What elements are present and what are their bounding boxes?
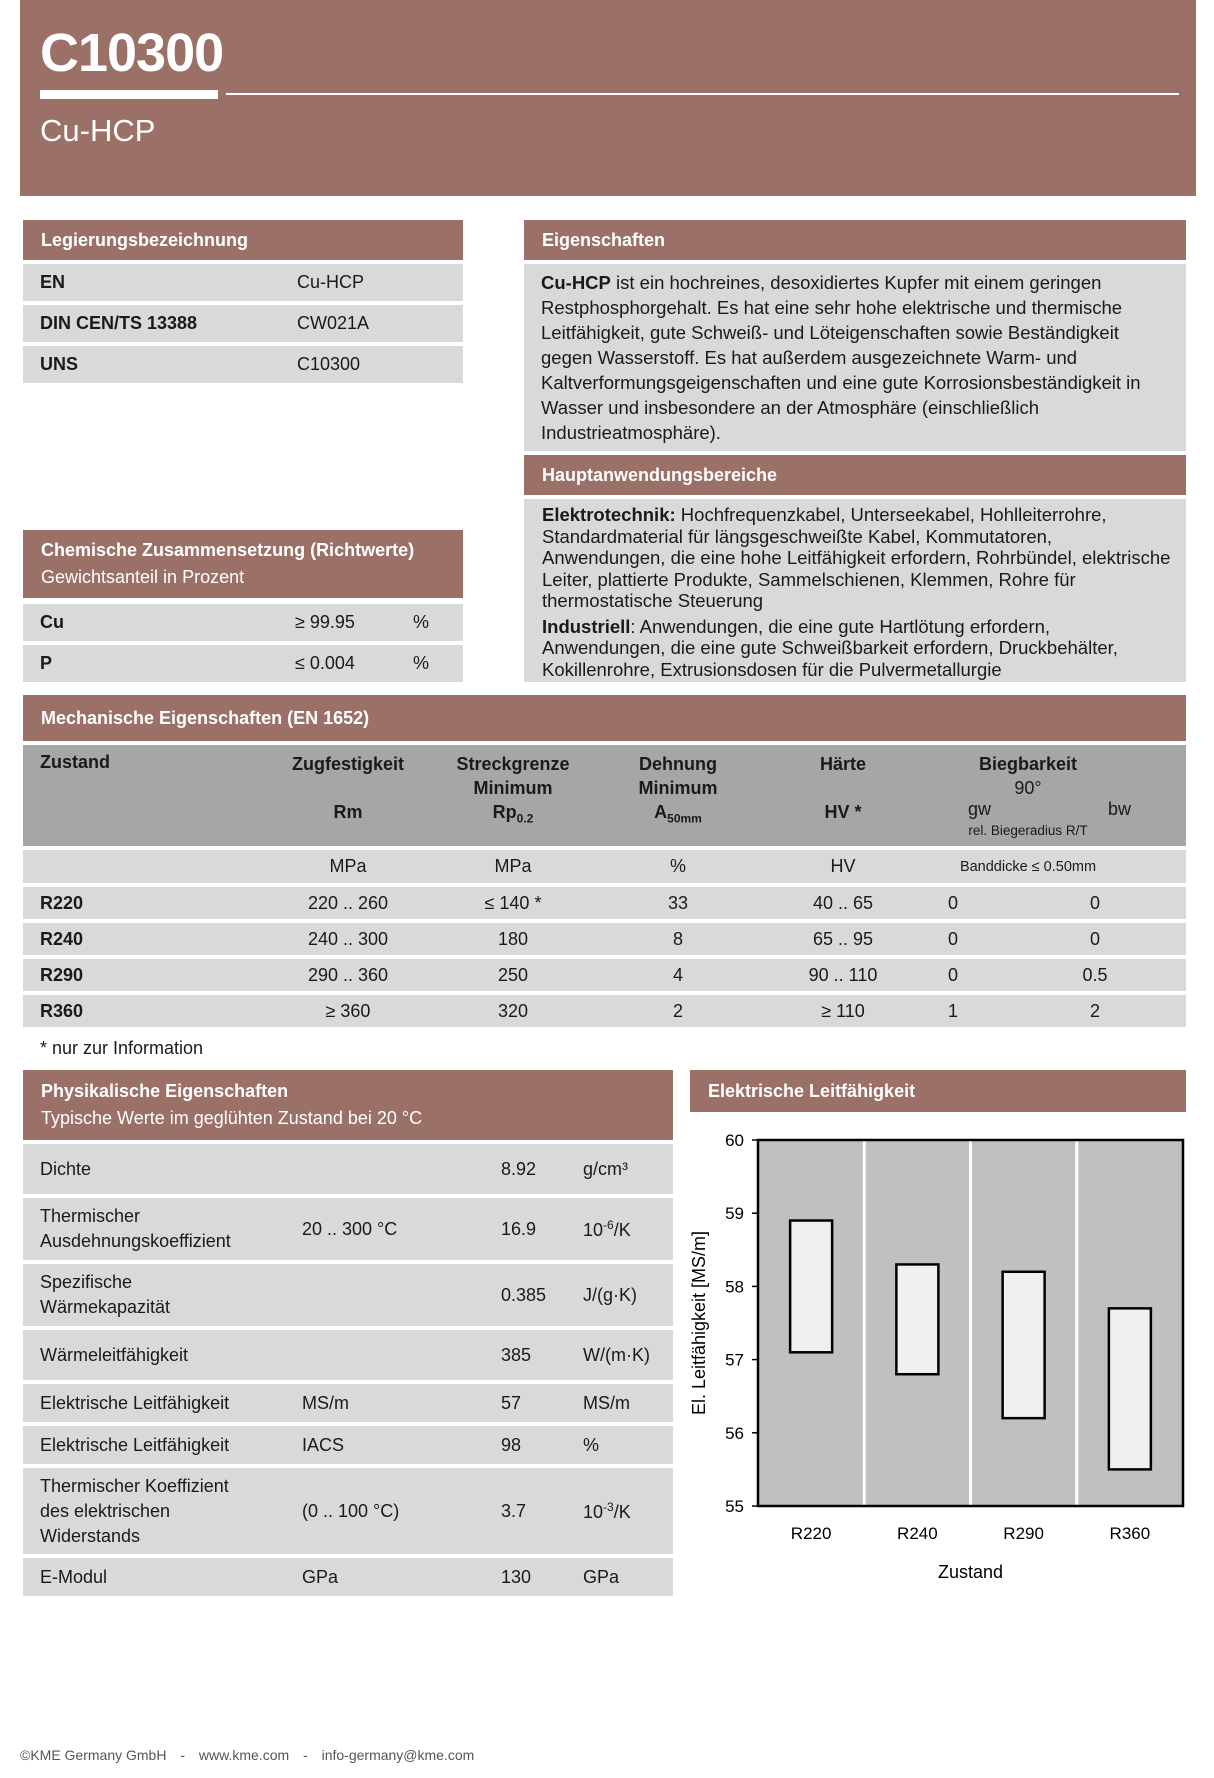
page-title: C10300 xyxy=(40,23,224,83)
physical-value: 57 xyxy=(501,1392,522,1413)
application-item xyxy=(542,504,1172,612)
chemical-value: ≤ 0.004 xyxy=(295,653,355,673)
physical-condition: GPa xyxy=(302,1566,339,1587)
col-streck-minimum: Minimum xyxy=(473,778,553,798)
mechanical-table-header xyxy=(23,745,1186,846)
chemical-element: Cu xyxy=(40,612,64,632)
y-tick-label: 58 xyxy=(725,1277,744,1297)
conductivity-chart xyxy=(685,1120,1190,1600)
footer-company: ©KME Germany GmbH xyxy=(20,1747,167,1763)
physical-unit-base: % xyxy=(583,1434,600,1455)
physical-heading-text: Physikalische Eigenschaften xyxy=(41,1081,289,1101)
physical-row xyxy=(23,1468,673,1554)
title-underline xyxy=(40,90,218,99)
physical-label-line: Dichte xyxy=(40,1158,92,1179)
physical-label-line: Ausdehnungskoeffizient xyxy=(40,1231,231,1251)
col-haerte-symbol: HV * xyxy=(824,802,862,822)
col-biege-note: rel. Biegeradius R/T xyxy=(968,823,1088,838)
chemical-value: ≥ 99.95 xyxy=(295,612,355,632)
chemical-element: P xyxy=(40,653,53,673)
footer-web-link[interactable]: www.kme.com xyxy=(198,1747,290,1763)
row-dehn: 8 xyxy=(672,928,683,949)
row-gw: 0 xyxy=(947,928,958,949)
row-zug: 220 .. 260 xyxy=(307,892,389,913)
physical-label-line: Wärmekapazität xyxy=(40,1297,171,1317)
row-zustand: R360 xyxy=(40,1000,84,1021)
physical-label-line: Wärmeleitfähigkeit xyxy=(40,1344,189,1365)
designation-value: Cu-HCP xyxy=(297,272,365,292)
col-dehn-symbol: A xyxy=(654,802,668,822)
physical-label-line: Widerstands xyxy=(40,1525,141,1546)
row-haerte: 40 .. 65 xyxy=(812,892,874,913)
physical-label xyxy=(40,1157,91,1182)
physical-condition: (0 .. 100 °C) xyxy=(302,1500,400,1521)
mechanical-units-row xyxy=(23,850,1186,883)
physical-unit-base: J/(g·K) xyxy=(583,1284,637,1305)
designation-value: CW021A xyxy=(297,313,370,333)
physical-label xyxy=(40,1474,229,1549)
physical-unit-base: MS/m xyxy=(583,1392,630,1413)
physical-label xyxy=(40,1565,107,1590)
physical-row xyxy=(23,1198,673,1260)
mechanical-heading xyxy=(23,695,1186,741)
page-subtitle: Cu-HCP xyxy=(40,113,156,148)
physical-row xyxy=(23,1426,673,1464)
col-zug-label: Zugfestigkeit xyxy=(291,754,404,774)
physical-unit xyxy=(583,1567,619,1588)
row-dehn: 4 xyxy=(672,964,683,985)
properties-lead: Cu-HCP xyxy=(541,272,611,293)
unit-streck: MPa xyxy=(494,856,532,876)
applications-heading xyxy=(524,455,1186,495)
x-tick-label: R220 xyxy=(790,1524,832,1543)
physical-value: 385 xyxy=(501,1344,532,1365)
designation-heading xyxy=(23,220,463,260)
physical-label-line: Elektrische Leitfähigkeit xyxy=(40,1392,230,1413)
designation-label: DIN CEN/TS 13388 xyxy=(40,313,198,333)
col-biege-angle: 90° xyxy=(1014,778,1042,798)
application-lead: Industriell xyxy=(542,615,631,637)
x-tick-label: R240 xyxy=(897,1524,938,1543)
col-biegbarkeit xyxy=(903,752,1153,800)
row-bw: 0 xyxy=(1089,892,1100,913)
chemical-row xyxy=(23,604,463,641)
col-biege-label: Biegbarkeit xyxy=(978,754,1078,774)
physical-unit xyxy=(583,1393,630,1414)
row-haerte: 90 .. 110 xyxy=(808,964,878,985)
physical-unit xyxy=(583,1345,650,1366)
chemical-unit: % xyxy=(413,612,430,632)
row-gw: 0 xyxy=(947,964,958,985)
range-bar-r360 xyxy=(1109,1308,1151,1469)
footer xyxy=(20,1747,474,1763)
unit-zug: MPa xyxy=(329,856,367,876)
row-bw: 0 xyxy=(1089,928,1100,949)
designation-row xyxy=(23,305,463,342)
footer-separator: - xyxy=(180,1747,186,1763)
row-streck: 250 xyxy=(497,964,529,985)
designation-value: C10300 xyxy=(297,354,361,374)
row-gw: 0 xyxy=(947,892,958,913)
mechanical-row xyxy=(23,995,1186,1027)
mechanical-row xyxy=(23,959,1186,991)
chemical-heading xyxy=(23,530,463,598)
col-dehn-minimum: Minimum xyxy=(638,778,718,798)
col-zustand: Zustand xyxy=(40,752,110,772)
col-zug-symbol: Rm xyxy=(333,802,363,822)
applications-heading-text: Hauptanwendungsbereiche xyxy=(542,464,778,485)
physical-unit xyxy=(583,1285,637,1306)
physical-label-line: Spezifische xyxy=(40,1272,133,1292)
col-dehn-sub: 50mm xyxy=(667,811,702,826)
row-streck: 320 xyxy=(497,1000,529,1021)
physical-value: 0.385 xyxy=(501,1284,547,1305)
col-haerte-label: Härte xyxy=(819,754,867,774)
physical-label xyxy=(40,1204,231,1254)
row-bw: 0.5 xyxy=(1082,964,1108,985)
col-dehn-label: Dehnung xyxy=(639,754,717,774)
title-rule xyxy=(226,93,1179,95)
physical-label xyxy=(40,1433,229,1458)
row-bw: 2 xyxy=(1089,1000,1100,1021)
y-tick-label: 56 xyxy=(725,1423,744,1443)
physical-unit-base: 10 xyxy=(583,1501,604,1522)
range-bar-r220 xyxy=(790,1221,832,1353)
chemical-subheading: Gewichtsanteil in Prozent xyxy=(41,567,245,587)
y-axis-label: El. Leitfähigkeit [MS/m] xyxy=(689,1230,709,1416)
row-zustand: R240 xyxy=(40,928,84,949)
physical-unit xyxy=(583,1435,599,1456)
physical-label xyxy=(40,1343,188,1368)
y-tick-label: 55 xyxy=(725,1497,744,1516)
x-tick-label: R290 xyxy=(1003,1524,1044,1543)
designation-heading-text: Legierungsbezeichnung xyxy=(41,229,249,250)
range-bar-r240 xyxy=(896,1264,938,1374)
row-haerte: ≥ 110 xyxy=(821,1000,865,1021)
properties-heading-text: Eigenschaften xyxy=(542,229,666,250)
properties-description xyxy=(524,264,1186,451)
physical-subheading: Typische Werte im geglühten Zustand bei 20 °C xyxy=(41,1108,423,1128)
y-tick-label: 60 xyxy=(725,1131,744,1150)
physical-label-line: Elektrische Leitfähigkeit xyxy=(40,1434,230,1455)
chemical-row xyxy=(23,645,463,682)
physical-condition: IACS xyxy=(302,1434,345,1455)
col-streck-symbol: Rp xyxy=(492,802,517,822)
applications-list xyxy=(524,499,1186,682)
chart-heading xyxy=(690,1070,1186,1112)
physical-value: 16.9 xyxy=(501,1218,537,1239)
row-dehn: 2 xyxy=(672,1000,683,1021)
physical-unit-base: g/cm³ xyxy=(583,1158,628,1179)
chemical-unit: % xyxy=(413,653,430,673)
mechanical-footnote: * nur zur Information xyxy=(40,1038,204,1058)
physical-unit-base: GPa xyxy=(583,1566,620,1587)
physical-value: 130 xyxy=(501,1566,532,1587)
physical-unit-base: 10 xyxy=(583,1219,604,1240)
application-lead: Elektrotechnik: xyxy=(542,504,676,525)
physical-unit-tail: /K xyxy=(613,1219,631,1240)
designation-row xyxy=(23,346,463,383)
row-zug: ≥ 360 xyxy=(325,1000,371,1021)
physical-unit xyxy=(583,1159,628,1180)
application-text: Hochfrequenzkabel, Unterseekabel, Hohlleiterrohre, Standardmaterial für längsgeschweißte Kabel, Kommutatoren, Anwendungen, die eine hohe Leitfähigkeit erfordern, Rohrbündel, elektrische Leiter, plattierte Produkte, Sammelschienen, Klemmen, Rohre für thermostatische Steuerung xyxy=(542,504,1171,611)
physical-unit xyxy=(583,1218,631,1241)
physical-label-line: Thermischer xyxy=(40,1206,141,1226)
row-dehn: 33 xyxy=(667,892,689,913)
col-streck-sub: 0.2 xyxy=(516,811,534,826)
physical-value: 98 xyxy=(501,1434,522,1455)
physical-row xyxy=(23,1384,673,1422)
properties-text: ist ein hochreines, desoxidiertes Kupfer mit einem geringen Restphosphorgehalt. Es hat eine sehr hohe elektrische und thermische Leitfähigkeit, gute Schweiß- und Löteigenschaften sowie Beständigkeit gegen Wasserstoff. Es hat außerdem ausgezeichnete Warm- und Kaltverformungsgeigenschaften und eine gute Korrosionsbeständigkeit in Wasser und insbesondere an der Atmosphäre (einschließlich Industrieatmosphäre). xyxy=(541,272,1141,443)
row-streck: ≤ 140 * xyxy=(484,892,542,913)
unit-dehn: % xyxy=(669,856,686,876)
properties-heading xyxy=(524,220,1186,260)
unit-biege: Banddicke ≤ 0.50mm xyxy=(959,858,1097,875)
physical-value: 3.7 xyxy=(501,1500,527,1521)
application-text: : Anwendungen, die eine gute Hartlötung erfordern, Anwendungen, die eine gute Schweißbarkeit erfordern, Druckbehälter, Kokillenrohre, Extrusionsdosen für die Pulvermetallurgie xyxy=(542,615,1118,680)
unit-haerte: HV xyxy=(830,856,856,876)
mechanical-row xyxy=(23,887,1186,919)
mechanical-row xyxy=(23,923,1186,955)
col-gw: gw xyxy=(968,799,992,819)
footer-separator: - xyxy=(303,1747,308,1763)
physical-unit-base: W/(m·K) xyxy=(583,1344,650,1365)
range-bar-r290 xyxy=(1003,1272,1045,1418)
chemical-heading-text: Chemische Zusammensetzung (Richtwerte) xyxy=(41,540,415,560)
designation-label: UNS xyxy=(40,354,79,374)
physical-heading xyxy=(23,1070,673,1140)
row-gw: 1 xyxy=(947,1000,958,1021)
application-item xyxy=(542,616,1172,681)
physical-unit-tail: /K xyxy=(613,1501,631,1522)
y-tick-label: 57 xyxy=(725,1350,744,1370)
physical-row xyxy=(23,1144,673,1194)
row-streck: 180 xyxy=(497,928,529,949)
physical-value: 8.92 xyxy=(501,1158,537,1179)
row-haerte: 65 .. 95 xyxy=(812,928,874,949)
chart-title: Elektrische Leitfähigkeit xyxy=(708,1080,916,1101)
physical-unit-exponent: -6 xyxy=(603,1217,614,1232)
designation-label: EN xyxy=(40,272,66,292)
physical-unit xyxy=(583,1500,631,1523)
physical-label xyxy=(40,1270,170,1320)
row-zustand: R290 xyxy=(40,964,84,985)
physical-unit-exponent: -3 xyxy=(603,1499,614,1514)
physical-row xyxy=(23,1330,673,1380)
physical-label xyxy=(40,1391,229,1416)
physical-label-line: Thermischer Koeffizient xyxy=(40,1475,229,1496)
footer-email-link[interactable]: info-germany@kme.com xyxy=(321,1747,475,1763)
designation-row xyxy=(23,264,463,301)
row-zug: 290 .. 360 xyxy=(307,964,389,985)
physical-condition: MS/m xyxy=(302,1392,349,1413)
row-zustand: R220 xyxy=(40,892,84,913)
mechanical-heading-text: Mechanische Eigenschaften (EN 1652) xyxy=(41,707,370,728)
physical-condition: 20 .. 300 °C xyxy=(302,1218,398,1239)
physical-row xyxy=(23,1558,673,1596)
y-tick-label: 59 xyxy=(725,1204,744,1224)
physical-label-line: E-Modul xyxy=(40,1566,108,1587)
physical-label-line: des elektrischen xyxy=(40,1500,171,1521)
col-bw: bw xyxy=(1108,799,1132,819)
x-tick-label: R360 xyxy=(1109,1524,1151,1543)
x-axis-label: Zustand xyxy=(937,1562,1004,1582)
physical-row xyxy=(23,1264,673,1326)
row-zug: 240 .. 300 xyxy=(307,928,389,949)
col-streck-label: Streckgrenze xyxy=(456,754,570,774)
